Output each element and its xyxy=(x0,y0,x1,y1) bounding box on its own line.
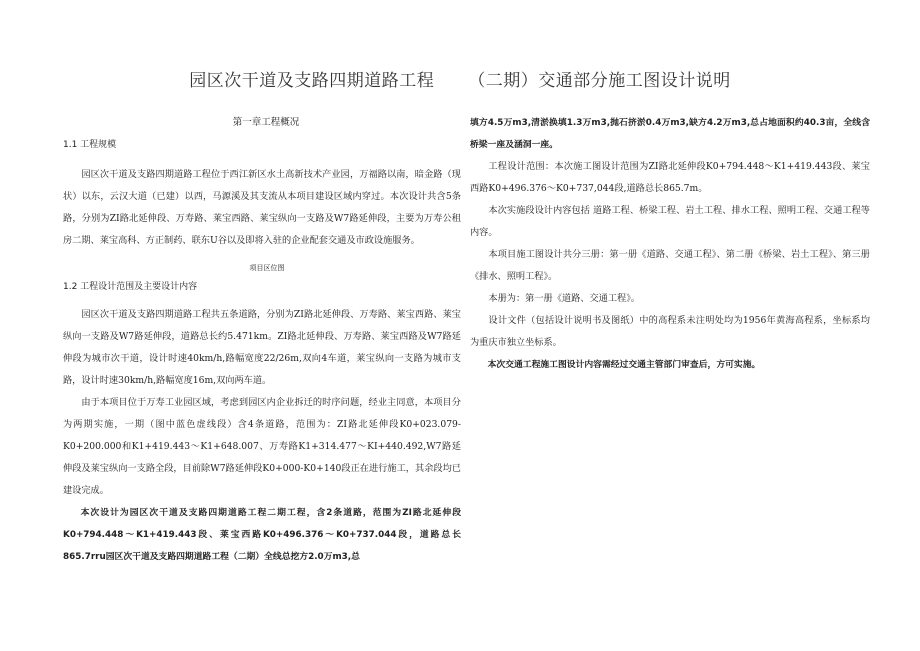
section-1-2-paragraph-3: 本次设计为园区次干道及支路四期道路工程二期工程，含2条道路，范围为ZI路北延伸段K0+794.448～K1+419.443段、莱宝西路K0+496.376～K0+737.044段，道路总长865.7rru园区次干道及支路四期道路工程（二期）全线总挖方2.0万m3,总 xyxy=(63,508,461,562)
left-column xyxy=(63,112,461,568)
figure-caption: 项目区位图 xyxy=(249,264,285,272)
chapter-heading: 第一章工程概况 xyxy=(232,117,300,128)
design-content-paragraph: 本次实施段设计内容包括 道路工程、桥梁工程、岩土工程、排水工程、照明工程、交通工程等内容。 xyxy=(470,205,870,238)
right-column xyxy=(470,112,870,376)
approval-note: 本次交通工程施工图设计内容需经过交通主管部门审查后，方可实施。 xyxy=(487,360,761,370)
volumes-paragraph: 本项目施工图设计共分三册：第一册《道路、交通工程》、第二册《桥梁、岩土工程》、第三册《排水、照明工程》。 xyxy=(470,249,870,282)
quantities-paragraph: 填方4.5万m3,清淤换填1.3万m3,抛石挤淤0.4万m3,缺方4.2万m3,总占地面积约40.3亩，全线含桥梁一座及涵洞一座。 xyxy=(470,118,870,150)
this-volume-paragraph: 本册为：第一册《道路、交通工程》。 xyxy=(488,293,640,304)
section-1-2-paragraph-1: 园区次干道及支路四期道路工程共五条道路，分别为ZI路北延伸段、万寿路、莱宝西路、莱宝纵向一支路及W7路延伸段，道路总长约5.471km。ZI路北延伸段、万寿路、莱宝西路及W7路延伸段为城市次干道，设计时速40km/h,路幅宽度22/26m,双向4车道，莱宝纵向一支路为城市支路，设计时速30km/h,路幅宽度16m,双向两车道。 xyxy=(63,309,461,386)
title-part-2: （二期）交通部分施工图设计说明 xyxy=(468,71,731,91)
design-scope-paragraph: 工程设计范围：本次施工图设计范围为ZI路北延伸段K0+794.448～K1+419.443段、莱宝西路K0+496.376～K0+737,044段,道路总长865.7m。 xyxy=(470,161,870,194)
section-1-2-heading: 1.2 工程设计范围及主要设计内容 xyxy=(63,282,198,292)
section-1-2-paragraph-2: 由于本项目位于万寿工业园区域，考虑到园区内企业拆迁的时序问题，经业主同意，本项目分为两期实施，一期（图中蓝色虚线段）含4条道路，范围为：ZI路北延伸段K0+023.079-K0+200.000和K1+419.443～K1+648.007、万寿路K1+314.477～KI+440.492,W7路延伸段及莱宝纵向一支路全段，目前除W7路延伸段K0+000-K0+140段正在进行施工，其余段均已建设完成。 xyxy=(63,397,461,496)
section-1-1-paragraph: 园区次干道及支路四期道路工程位于西江新区水土高新技术产业园，万福路以南，暗金路（现状）以东，云汉大道（已建）以西，马源溪及其支流从本项目建设区域内穿过。本次设计共含5条路，分别为ZI路北延伸段、万寿路、莱宝西路、莱宝纵向一支路及W7路延伸段，主要为万寿公租房二期、莱宝高科、方正制药、联东U谷以及即将入驻的企业配套交通及市政设施服务。 xyxy=(63,169,461,246)
page-title xyxy=(0,66,920,91)
section-1-1-heading: 1.1 工程规模 xyxy=(63,140,117,150)
coordinate-system-paragraph: 设计文件（包括设计说明书及图纸）中的高程系未注明处均为1956年黄海高程系，坐标系均为重庆市独立坐标系。 xyxy=(470,315,870,348)
title-part-1: 园区次干道及支路四期道路工程 xyxy=(189,71,435,91)
